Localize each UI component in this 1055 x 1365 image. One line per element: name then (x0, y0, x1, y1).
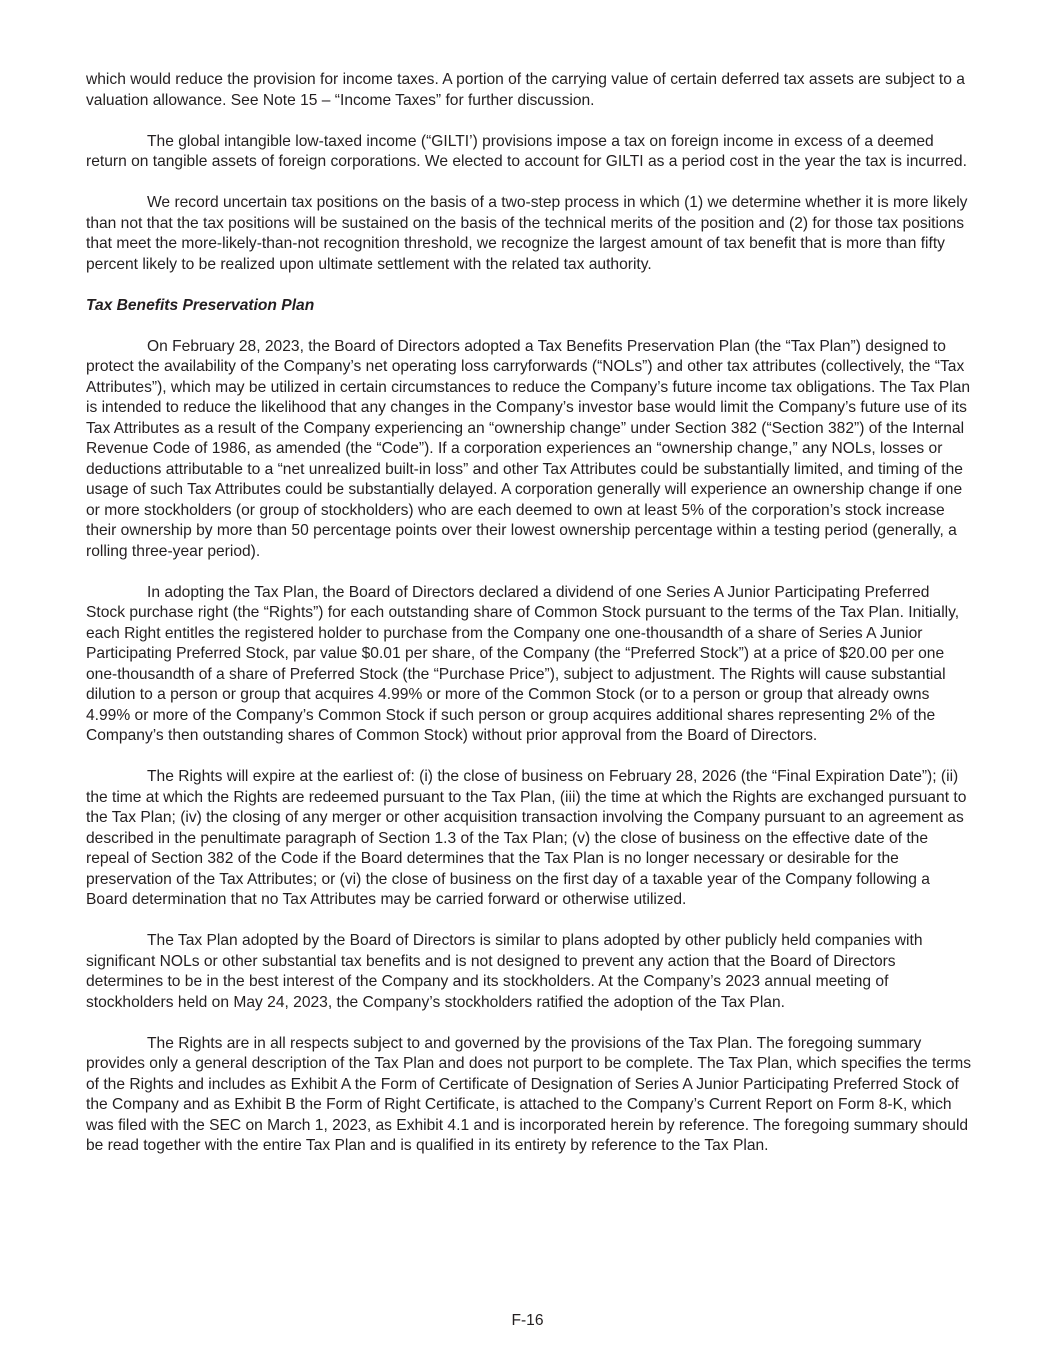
paragraph-tax-plan-ratification: The Tax Plan adopted by the Board of Directors is similar to plans adopted by other publicly held companies with significant NOLs or other substantial tax benefits and is not designed to prevent any action that the Board of Directors determines to be in the best interest of the Company and its stockholders. At the Company’s 2023 annual meeting of stockholders held on May 24, 2023, the Company’s stockholders ratified the adoption of the Tax Plan. (86, 932, 923, 1011)
paragraph-uncertain-tax-positions: We record uncertain tax positions on the basis of a two-step process in which (1) we determine whether it is more likely than not that the tax positions will be sustained on the basis of the technical merits of the position and (2) for those tax positions that meet the more-likely-than-not recognition threshold, we recognize the largest amount of tax benefit that is more than fifty percent likely to be realized upon ultimate settlement with the related tax authority. (86, 194, 968, 273)
paragraph-gilti: The global intangible low-taxed income (“GILTI’) provisions impose a tax on foreign income in excess of a deemed return on tangible assets of foreign corporations. We elected to account for GILTI as a period cost in the year the tax is incurred. (86, 132, 967, 170)
paragraph-tax-plan-summary: The Rights are in all respects subject to and governed by the provisions of the Tax Plan. The foregoing summary provides only a general description of the Tax Plan and does not purport to be complete. The Tax Plan, which specifies the terms of the Rights and includes as Exhibit A the Form of Certificate of Designation of Series A Junior Participating Preferred Stock of the Company and as Exhibit B the Form of Right Certificate, is attached to the Company’s Current Report on Form 8-K, which was filed with the SEC on March 1, 2023, as Exhibit 4.1 and is incorporated herein by reference. The foregoing summary should be read together with the entire Tax Plan and is qualified in its entirety by reference to the Tax Plan. (86, 1034, 972, 1154)
paragraph-rights-dividend: In adopting the Tax Plan, the Board of Directors declared a dividend of one Series A Junior Participating Preferred Stock purchase right (the “Rights”) for each outstanding share of Common Stock pursuant to the terms of the Tax Plan. Initially, each Right entitles the registered holder to purchase from the Company one one-thousandth of a share of Series A Junior Participating Preferred Stock, par value $0.01 per share, of the Company (the “Preferred Stock”) at a price of $20.00 per one one-thousandth of a share of Preferred Stock (the “Purchase Price”), subject to adjustment. The Rights will cause substantial dilution to a person or group that acquires 4.99% or more of the Common Stock (or to a person or group that already owns 4.99% or more of the Company’s Common Stock if such person or group acquires additional shares representing 2% of the Company’s then outstanding shares of Common Stock) without prior approval from the Board of Directors. (86, 583, 960, 744)
section-heading: Tax Benefits Preservation Plan (86, 296, 315, 314)
page-number: F-16 (511, 1312, 544, 1329)
document-page (86, 70, 972, 1177)
paragraph-deferred-tax-continuation: which would reduce the provision for income taxes. A portion of the carrying value of certain deferred tax assets are subject to a valuation allowance. See Note 15 – “Income Taxes” for further discussion. (86, 71, 965, 109)
paragraph-tax-plan-adoption: On February 28, 2023, the Board of Directors adopted a Tax Benefits Preservation Plan (the “Tax Plan”) designed to protect the availability of the Company’s net operating loss carryforwards (“NOLs”) and other tax attributes (collectively, the “Tax Attributes”), which may be utilized in certain circumstances to reduce the Company’s future income tax obligations. The Tax Plan is intended to reduce the likelihood that any changes in the Company’s investor base would limit the Company’s future use of its Tax Attributes as a result of the Company experiencing an “ownership change” under Section 382 (“Section 382”) of the Internal Revenue Code of 1986, as amended (the “Code”). If a corporation experiences an “ownership change,” any NOLs, losses or deductions attributable to a “net unrealized built-in loss” and other Tax Attributes could be substantially limited, and timing of the usage of such Tax Attributes could be substantially delayed. A corporation generally will experience an ownership change if one or more stockholders (or group of stockholders) who are each deemed to own at least 5% of the corporation’s stock increase their ownership by more than 50 percentage points over their lowest ownership percentage within a testing period (generally, a rolling three-year period). (86, 337, 971, 560)
paragraph-rights-expiration: The Rights will expire at the earliest of: (i) the close of business on February 28, 2026 (the “Final Expiration Date”); (ii) the time at which the Rights are redeemed pursuant to the Tax Plan, (iii) the time at which the Rights are exchanged pursuant to the Tax Plan; (iv) the closing of any merger or other acquisition transaction involving the Company pursuant to an agreement as described in the penultimate paragraph of Section 1.3 of the Tax Plan; (v) the close of business on the effective date of the repeal of Section 382 of the Code if the Board determines that the Tax Plan is no longer necessary or desirable for the preservation of the Tax Attributes; or (vi) the close of business on the first day of a taxable year of the Company following a Board determination that no Tax Attributes may be carried forward or otherwise utilized. (86, 768, 967, 908)
